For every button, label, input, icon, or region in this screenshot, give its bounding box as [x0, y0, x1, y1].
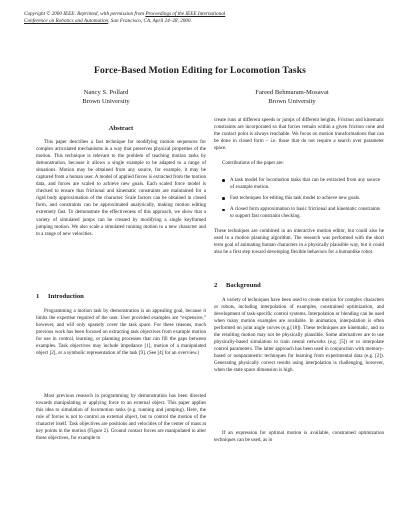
abstract-heading: Abstract — [108, 125, 134, 132]
introduction-paragraph: Most previous research in programming by demonstration has been directed towards manipulating or applying force to an external object. This paper applies this idea to simulation of locomotion tasks (e.g. running and jumping). Here, the role of forces is not to control an external object, but to control the motion of the character itself. Task objectives are positions and velocities of the center of mass at key points in the motion (Figure 2). Ground contact forces are manipulated to alter those objectives, for example to — [36, 393, 206, 442]
abstract-text: This paper describes a fast technique for modifying motion sequences for complex articulated mechanisms in a way that preserves physical properties of the motion. This technique is relevant to the problem of teaching motion tasks by demonstration, because it allows a single example to be adapted to a range of situations. Motion may be obtained from any source, for example, it may be captured from a human user. A model of applied forces is extracted from the motion data, and forces are scaled to achieve new goals. Each scaled force model is checked to ensure that frictional and kinematic constraints are maintained for a rigid body approximation of the character. Scale factors can be obtained in closed form, and constraints can be approximated analytically, making motion editing extremely fast. To demonstrate the effectiveness of this approach, we show that a variety of simulated jumps can be created by modifying a single keyframed jumping motion. We also scale a simulated running motion to a new character and to a range of new velocities. — [36, 139, 206, 237]
author-block — [36, 88, 176, 106]
contributions-intro: Contributions of the paper are: — [222, 160, 284, 166]
author-affiliation: Brown University — [268, 98, 316, 105]
section-number: 1 — [36, 293, 40, 300]
author-affiliation: Brown University — [82, 98, 130, 105]
bullet-icon — [222, 179, 225, 182]
bullet-icon — [222, 197, 225, 200]
author-name: Fareed Behmaram-Mosavat — [255, 89, 329, 96]
copyright-prefix: Copyright © 2000 IEEE. Reprinted, with permission from — [24, 11, 146, 17]
body-paragraph: These techniques are combined in an interactive motion editor, but could also be used in a motion planning algorithm. The research was performed with the short term goal of animating human characters in a physically plausible way, but it could also be a first step toward developing flexible behaviors for a humanlike robot. — [214, 228, 384, 256]
section-heading-background — [214, 282, 261, 289]
bullet-icon — [222, 209, 225, 212]
copyright-location: , San Francisco, CA, April 24–28, 2000. — [108, 18, 192, 25]
section-title: Background — [226, 282, 261, 289]
proceedings-link[interactable]: Proceedings of the IEEE International — [145, 11, 226, 17]
list-item: A task model for locomotion tasks that can be extracted from any source of example motion. — [220, 177, 380, 191]
author-block — [222, 88, 362, 106]
list-item: A closed form approximation to basic frictional and kinematic constraints to support fast constraint checking. — [220, 206, 380, 220]
section-number: 2 — [214, 282, 218, 289]
body-paragraph: create runs at different speeds or jumps of different heights. Friction and kinematic constraints are incorporated so that forces remain within a given friction cone and the contact point is always reachable. We focus on motion transformations that can be done in closed form – i.e. those that do not require a search over parameter space. — [214, 117, 384, 152]
conference-link[interactable]: Conference on Robotics and Automation — [24, 18, 109, 25]
copyright-notice — [24, 11, 354, 25]
contributions-list — [220, 177, 380, 224]
paper-title: Force-Based Motion Editing for Locomotion Tasks — [94, 65, 306, 76]
background-paragraph: A variety of techniques have been used to create motion for complex characters or robots, including interpolation of examples, constrained optimization, and development of task-specific control systems. Interpolation or blending can be used when many motion examples are available. In animation, interpolation is often performed on joint angle curves (e.g.[18]). These techniques are kinematic, and so the resulting motion may not be physically plausible. Some alternatives are to use physically-based simulation to train neural networks (e.g. [5]) or to interpolate control parameters. The latter approach has been used in conjunction with memory-based or nonparametric techniques for learning from experimental data (e.g. [2]). Generating physically correct results using interpolation is challenging, however, when the state space dimension is high. — [214, 297, 384, 374]
section-heading-introduction — [36, 293, 84, 300]
background-paragraph: If an expression for optimal motion is available, constrained optimization techniques can be used, as in — [214, 430, 384, 444]
list-item: Fast techniques for editing this task model to achieve new goals. — [220, 195, 380, 202]
section-title: Introduction — [48, 293, 84, 300]
author-name: Nancy S. Pollard — [83, 89, 129, 96]
introduction-paragraph: Programming a motion task by demonstration is an appealing goal, because it limits the expertise required of the user. User provided examples are “expensive,” however, and will only sparsely cover the task space. For these reasons, much previous work has been focused on extracting task objectives from example motion for use in control, learning, or planning processes that can fill the gaps between examples. Task objectives may include impedance [1], motion of a manipulated object [2], or a symbolic representation of the task [9]. (See [4] for an overview.) — [36, 308, 206, 357]
